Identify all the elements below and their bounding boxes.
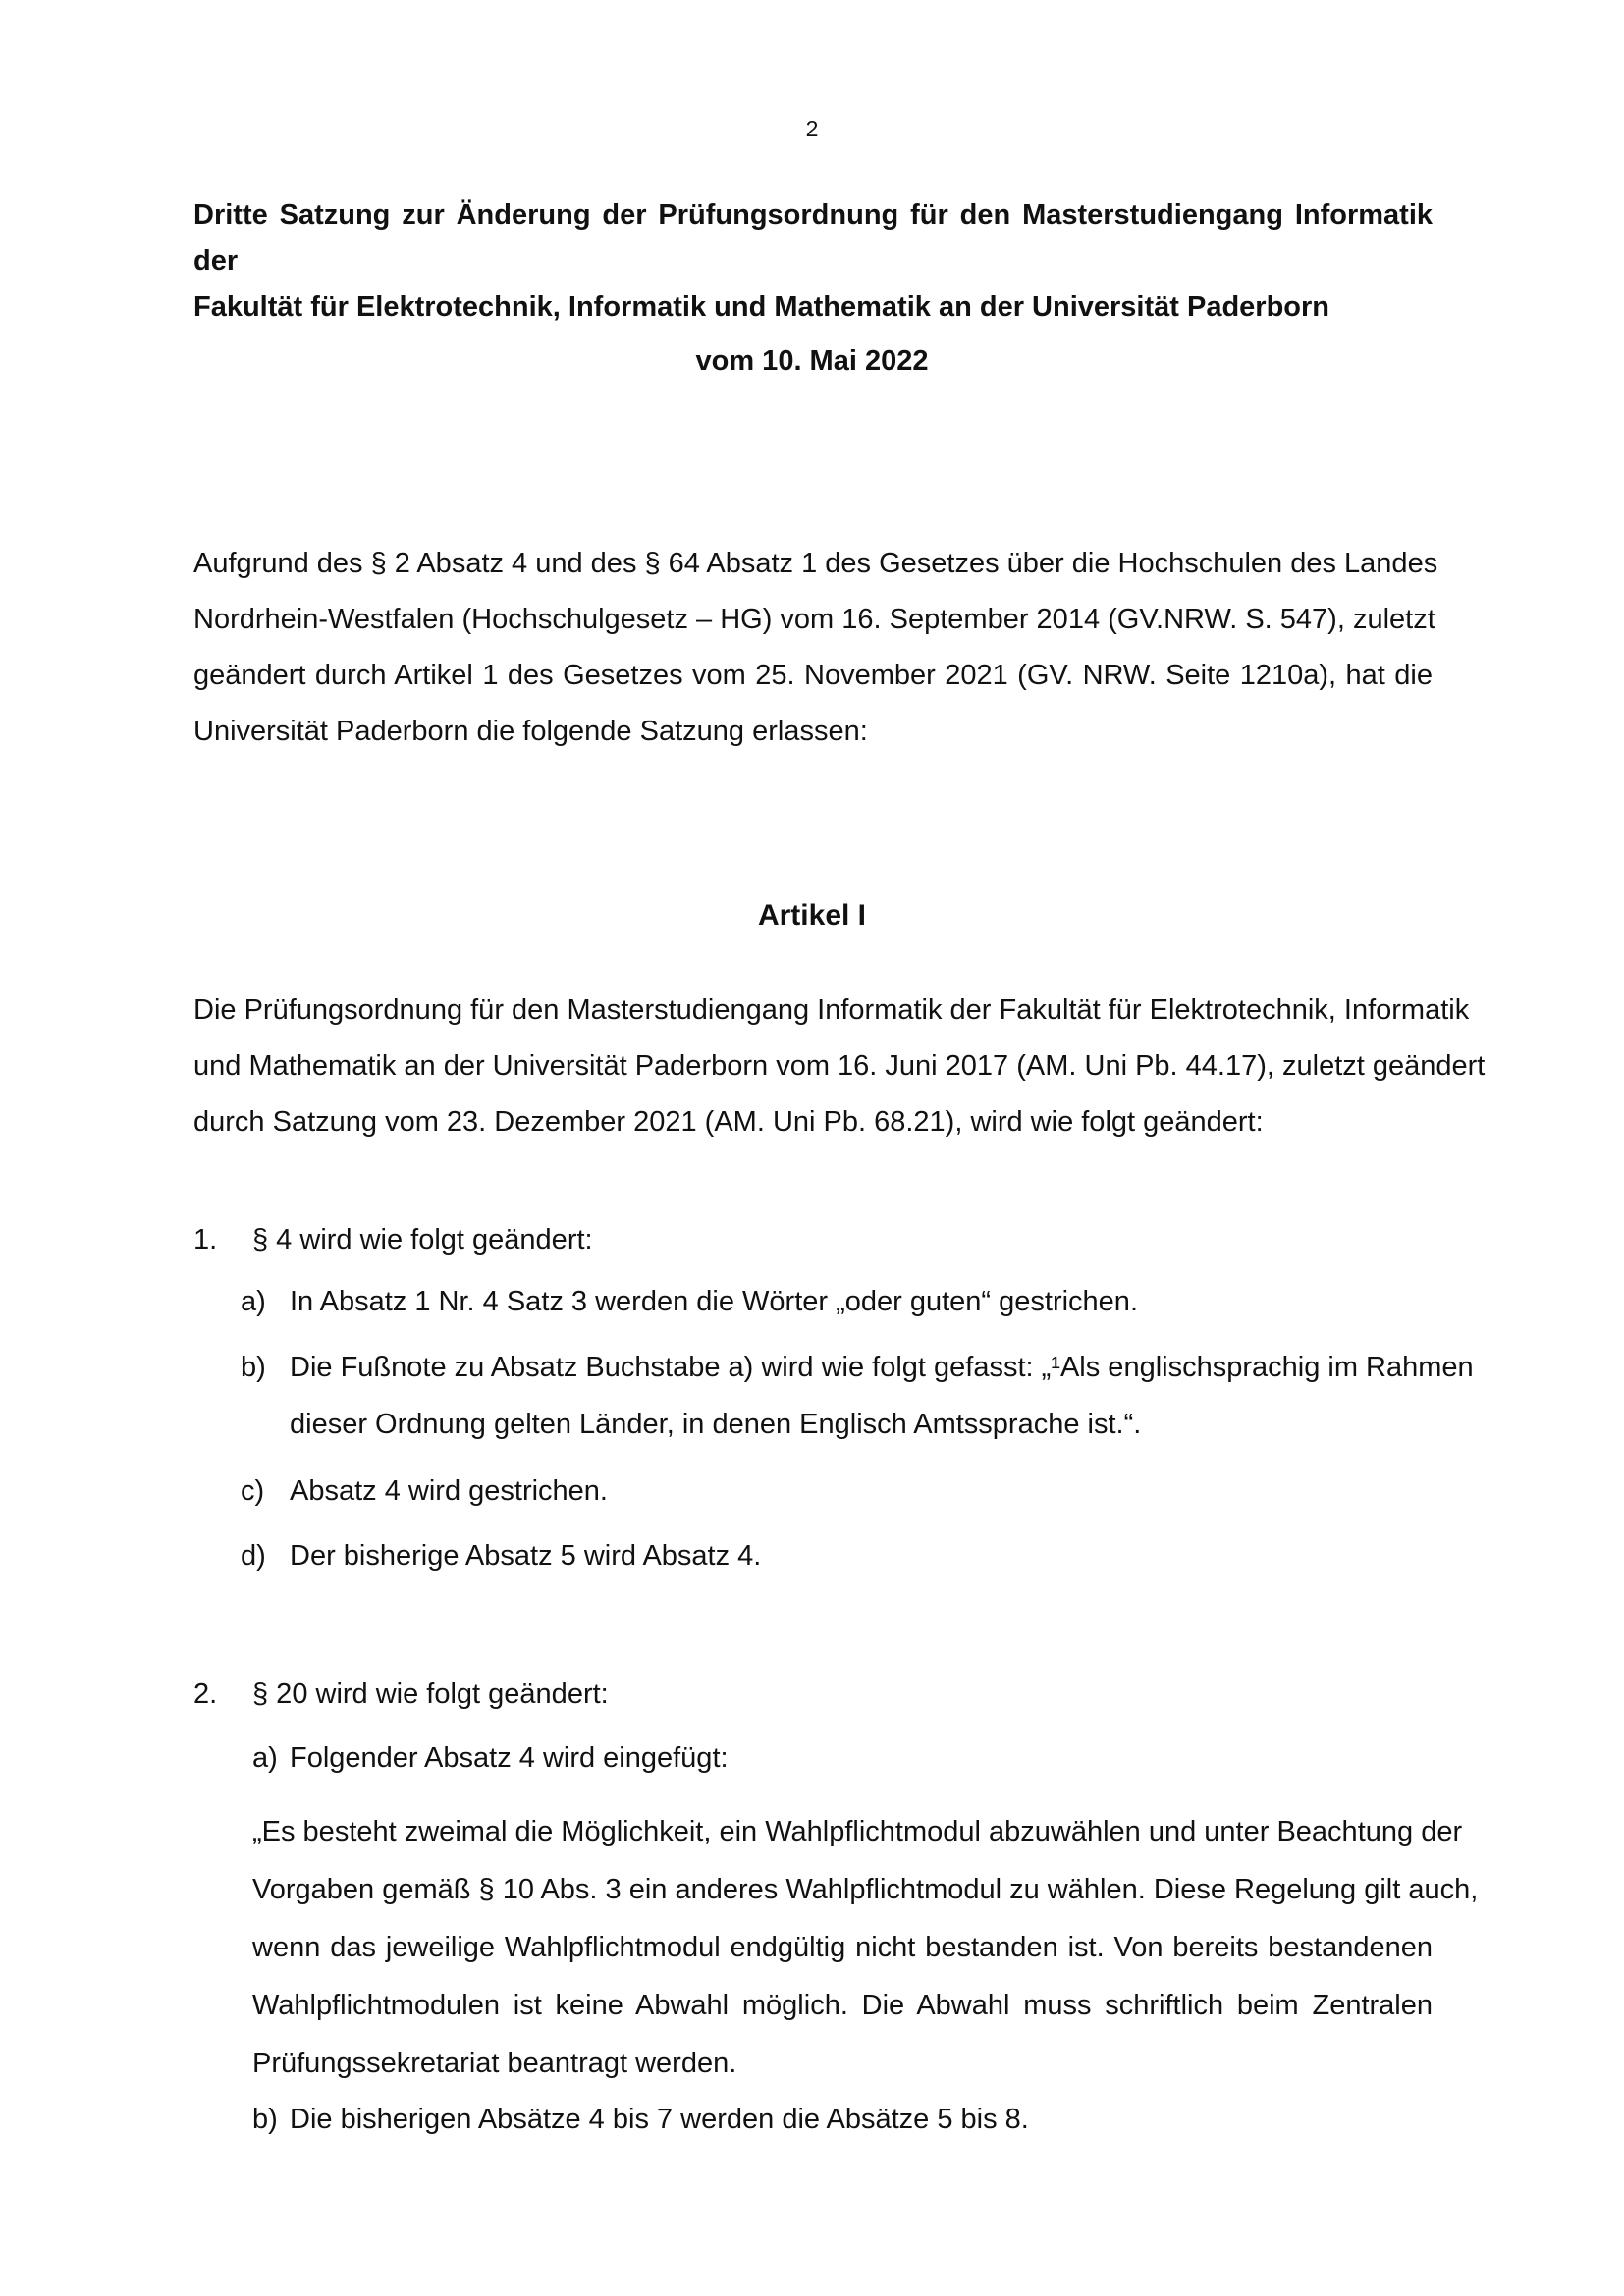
quote-line: „Es besteht zweimal die Möglichkeit, ein Wahlpflichtmodul abzuwählen und unter Beachtung der [252,1816,1463,1847]
item-number: 1. [193,1224,218,1255]
intro-line: Universität Paderborn die folgende Satzung erlassen: [193,716,868,747]
subitem-text: dieser Ordnung gelten Länder, in denen Englisch Amtssprache ist.“. [290,1409,1142,1440]
article-body [193,983,1486,1150]
subitem-letter: b) [252,2104,278,2135]
inserted-paragraph-quote [252,1803,1479,2093]
title-line-2: Fakultät für Elektrotechnik, Informatik und Mathematik an der Universität Paderborn [193,292,1330,323]
article-body-line: durch Satzung vom 23. Dezember 2021 (AM. Uni Pb. 68.21), wird wie folgt geändert: [193,1106,1264,1138]
intro-paragraph [193,536,1438,760]
subitem-text: Die bisherigen Absätze 4 bis 7 werden die Absätze 5 bis 8. [290,2104,1029,2135]
item-text: § 4 wird wie folgt geändert: [252,1224,593,1255]
intro-line: Aufgrund des § 2 Absatz 4 und des § 64 Absatz 1 des Gesetzes über die Hochschulen des Landes [193,548,1438,579]
title-line-1: Dritte Satzung zur Änderung der Prüfungsordnung für den Masterstudiengang Informatik der [193,199,1433,277]
quote-line: wenn das jeweilige Wahlpflichtmodul endgültig nicht bestanden ist. Von bereits bestandenen [252,1932,1433,1963]
quote-line: Prüfungssekretariat beantragt werden. [252,2048,737,2079]
document-date: vom 10. Mai 2022 [695,346,929,377]
subitem-text: Die Fußnote zu Absatz Buchstabe a) wird wie folgt gefasst: „¹Als englischsprachig im Rahmen [290,1352,1474,1383]
intro-line: Nordrhein-Westfalen (Hochschulgesetz – HG) vom 16. September 2014 (GV.NRW. S. 547), zuletzt [193,604,1435,635]
item-number: 2. [193,1679,218,1710]
intro-line: geändert durch Artikel 1 des Gesetzes vom 25. November 2021 (GV. NRW. Seite 1210a), hat die [193,660,1433,691]
subitem-letter: c) [241,1475,265,1507]
subitem-letter: a) [252,1742,278,1774]
article-body-line: und Mathematik an der Universität Paderborn vom 16. Juni 2017 (AM. Uni Pb. 44.17), zuletzt geändert [193,1050,1486,1082]
subitem-text: In Absatz 1 Nr. 4 Satz 3 werden die Wörter „oder guten“ gestrichen. [290,1286,1138,1317]
document-title [193,192,1433,331]
page-number: 2 [805,116,819,141]
item-text: § 20 wird wie folgt geändert: [252,1679,609,1710]
quote-line: Vorgaben gemäß § 10 Abs. 3 ein anderes Wahlpflichtmodul zu wählen. Diese Regelung gilt auch, [252,1874,1479,1905]
article-heading: Artikel I [757,899,867,932]
subitem-letter: b) [241,1352,266,1383]
subitem-letter: a) [241,1286,266,1317]
subitem-letter: d) [241,1540,266,1572]
subitem-text: Der bisherige Absatz 5 wird Absatz 4. [290,1540,762,1572]
subitem-text: Folgender Absatz 4 wird eingefügt: [290,1742,729,1774]
quote-line: Wahlpflichtmodulen ist keine Abwahl möglich. Die Abwahl muss schriftlich beim Zentralen [252,1990,1433,2021]
subitem-text: Absatz 4 wird gestrichen. [290,1475,608,1507]
article-body-line: Die Prüfungsordnung für den Masterstudiengang Informatik der Fakultät für Elektrotechnik, Informatik [193,994,1470,1026]
